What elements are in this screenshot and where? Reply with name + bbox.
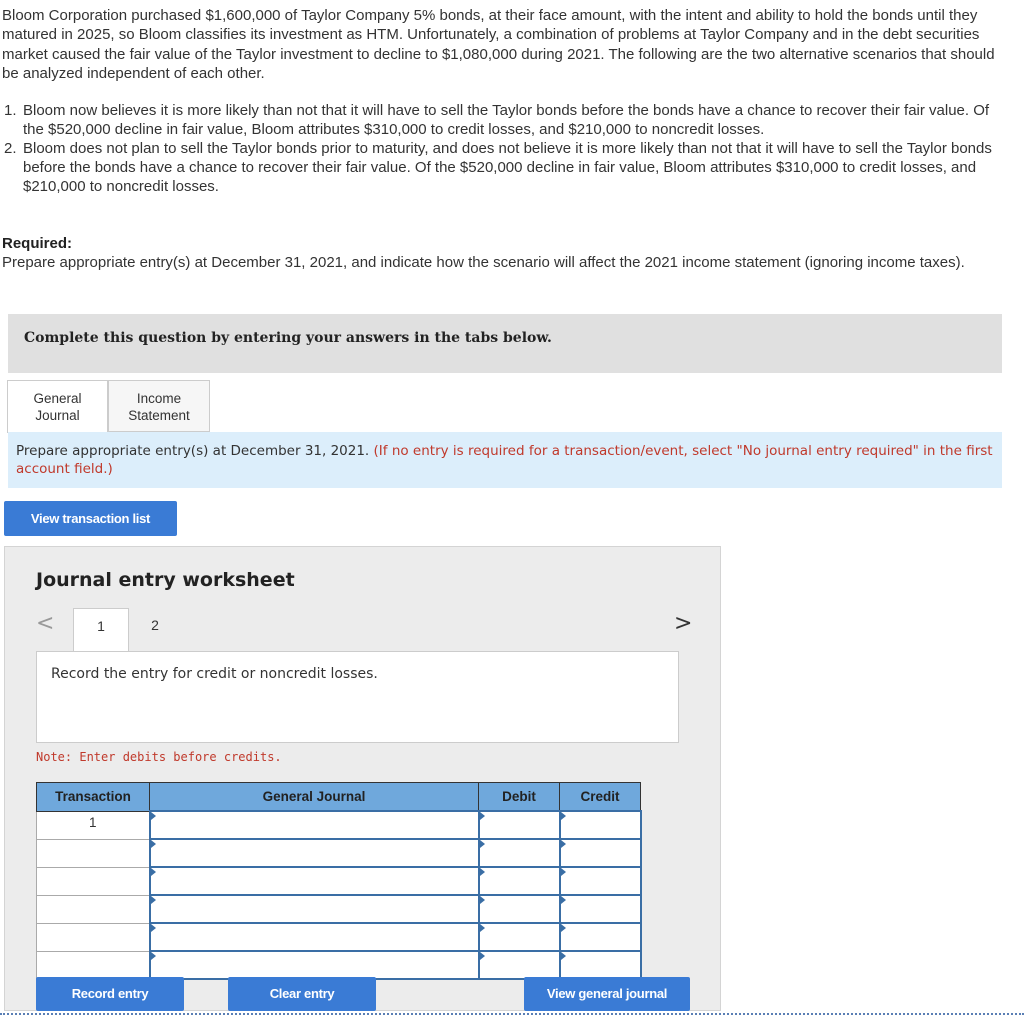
account-field[interactable] [150,811,479,839]
clear-entry-button[interactable]: Clear entry [228,977,376,1011]
tab-general-journal[interactable] [7,380,108,433]
page-tab-2[interactable]: 2 [151,617,159,633]
record-entry-button[interactable]: Record entry [36,977,184,1011]
account-field[interactable] [150,895,479,923]
transaction-cell [37,951,150,979]
column-header-debit: Debit [479,783,560,812]
transaction-cell [37,923,150,951]
divider [0,1013,1024,1015]
required-text: Prepare appropriate entry(s) at December 31, 2021, and indicate how the scenario will affect the 2021 income statement (ignoring income taxes). [2,254,965,272]
instruction-main: Prepare appropriate entry(s) at December 31, 2021. [16,443,370,459]
table-row [37,811,641,839]
debit-field[interactable] [479,895,560,923]
entry-description-text: Record the entry for credit or noncredit losses. [51,666,378,682]
credit-field[interactable] [560,811,641,839]
credit-field[interactable] [560,839,641,867]
problem-intro [2,6,1012,84]
transaction-cell [37,895,150,923]
tab-label-line1: General [33,391,82,406]
credit-field[interactable] [560,895,641,923]
account-field[interactable] [150,839,479,867]
scenario-text: Bloom does not plan to sell the Taylor bonds prior to maturity, and does not believe it is more likely than not that it will have to sell the Taylor bonds before the bonds have a chance to recover their fair value. Of the $520,000 decline in fair value, Bloom attributes $310,000 to credit losses, and $210,000 to noncredit losses. [23,140,992,195]
journal-entry-table [36,782,642,980]
debit-field[interactable] [479,839,560,867]
scenario-item [4,139,1014,196]
entry-description [36,651,679,743]
tab-instruction [8,432,1002,488]
scenario-list [4,101,1014,196]
banner-text: Complete this question by entering your answers in the tabs below. [24,330,552,346]
credit-field[interactable] [560,951,641,979]
table-row [37,895,641,923]
scenario-item [4,101,1014,139]
account-field[interactable] [150,951,479,979]
tab-label-line2: Journal [35,408,80,423]
tab-income-statement[interactable] [108,380,210,432]
page-tab-1[interactable]: 1 [73,608,129,652]
instruction-hint: (If no entry is required for a transaction/event, select "No journal entry required" in the first account field.) [16,443,993,477]
transaction-cell [37,867,150,895]
scenario-text: Bloom now believes it is more likely than not that it will have to sell the Taylor bonds before the bonds have a chance to recover their fair value. Of the $520,000 decline in fair value, Bloom attributes $310,000 to credit losses, and $210,000 to noncredit losses. [23,102,990,138]
credit-field[interactable] [560,867,641,895]
tab-label-line1: Income [136,391,182,406]
column-header-general-journal: General Journal [150,783,479,812]
scenario-number: 1. [4,102,17,119]
view-general-journal-button[interactable]: View general journal [524,977,690,1011]
tab-label-line2: Statement [128,408,190,423]
required-section [2,234,1002,273]
required-heading: Required: [2,235,73,252]
table-row [37,867,641,895]
account-field[interactable] [150,867,479,895]
table-row [37,923,641,951]
column-header-transaction: Transaction [37,783,150,812]
worksheet-title: Journal entry worksheet [36,569,295,591]
table-row [37,839,641,867]
debit-field[interactable] [479,923,560,951]
debit-field[interactable] [479,951,560,979]
debit-field[interactable] [479,867,560,895]
view-transaction-list-button[interactable]: View transaction list [4,501,177,536]
entry-note: Note: Enter debits before credits. [36,750,282,764]
account-field[interactable] [150,923,479,951]
transaction-cell: 1 [37,811,150,839]
column-header-credit: Credit [560,783,641,812]
instructions-banner [8,314,1002,373]
transaction-cell [37,839,150,867]
prev-arrow-icon[interactable]: < [36,611,55,636]
problem-intro-text: Bloom Corporation purchased $1,600,000 of Taylor Company 5% bonds, at their face amount, with the intent and ability to hold the bonds until they matured in 2025, so Bloom classifies its investment as HTM. Unfortunately, a combination of problems at Taylor Company and in the debt securities market caused the fair value of the Taylor investment to decline to $1,080,000 during 2021. The following are the two alternative scenarios that should be analyzed independent of each other. [2,7,995,83]
table-row [37,951,641,979]
scenario-number: 2. [4,140,17,157]
debit-field[interactable] [479,811,560,839]
credit-field[interactable] [560,923,641,951]
next-arrow-icon[interactable]: > [674,611,693,636]
